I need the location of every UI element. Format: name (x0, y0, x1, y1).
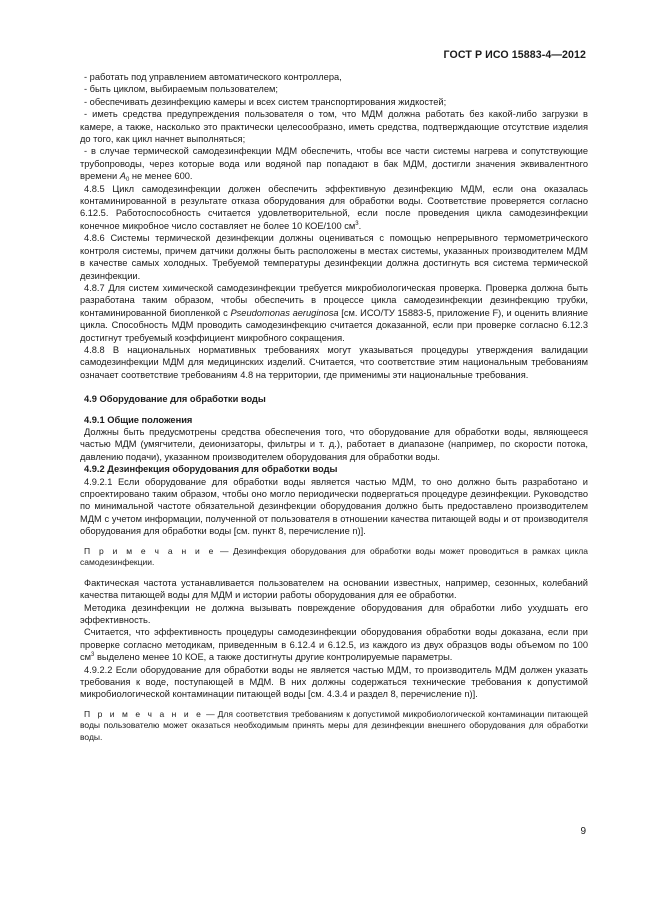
paragraph-4-8-7: 4.8.7 Для систем химической самодезинфекции требуется микробиологическая проверка. Проверка должна быть разработана таким образом, чтобы обеспечить в процессе цикла самодезинфекции дезинфекцию трубки, контаминированной биопленкой с Pseudomonas aeruginosa [см. ИСО/ТУ 15883-5, приложение F), и оценить влияние цикла. Способность МДМ проводить самодезинфекцию считается доказанной, если при проверке согласно 6.12.3 достигнут требуемый коэффициент микробного сокращения. (80, 282, 588, 343)
paragraph-4-9-2-2: 4.9.2.2 Если оборудование для обработки воды не является частью МДМ, то производитель МДМ должен указать требования к воде, поступающей в МДМ. В них должны содержаться технические требования к допустимой микробиологической контаминации питающей воды [см. 4.3.4 и раздел 8, перечисление n)]. (80, 664, 588, 700)
page-header: ГОСТ Р ИСО 15883-4—2012 (443, 49, 586, 61)
note-label: П р и м е ч а н и е (84, 545, 216, 556)
list-item: - иметь средства предупреждения пользователя о том, что МДМ должна работать без какой-либо загрузки в камере, а также, насколько это практически целесообразно, иметь средства, подтверждающие отсутствие изделия до того, как цикл начнет выполняться; (80, 109, 588, 145)
list-item: - быть циклом, выбираемым пользователем; (84, 84, 278, 95)
note-label: П р и м е ч а н и е (84, 708, 203, 719)
paragraph-4-8-8: 4.8.8 В национальных нормативных требованиях могут указываться процедуры утверждения валидации самодезинфекции МДМ для медицинских изделий. Считается, что соответствие этим национальным требованиям означает соответствие требованиям 4.8 на территории, где применимы эти национальные требования. (80, 344, 588, 380)
formula-symbol: A (119, 171, 126, 182)
list-item: - работать под управлением автоматического контроллера, (84, 72, 342, 82)
formula-subscript: 0 (125, 177, 130, 184)
list-item: - в случае термической самодезинфекции МДМ обеспечить, чтобы все части системы нагрева и сопутствующие трубопроводы, через которые вода или водяной пар попадают в бак МДМ, достигли значения эквивалентного времени $A_0$ не менее 600. (80, 146, 588, 184)
superscript: 3 (355, 220, 359, 227)
document-body (80, 71, 588, 744)
paragraph-4-9-1: Должны быть предусмотрены средства обеспечения того, что оборудование для обработки воды, являющееся частью МДМ (умягчители, деионизаторы, фильтры и т. д.), работает в диапазоне (например, по скорости потока, давлению подачи), указанном производителем оборудования для обработки воды. (80, 426, 588, 462)
page-number: 9 (580, 826, 586, 837)
paragraph-4-9-2-1: 4.9.2.1 Если оборудование для обработки воды является частью МДМ, то оно должно быть разработано и спроектировано таким образом, чтобы оно могло периодически подвергаться процедуре дезинфекции. Руководство по минимальной частоте обязательной дезинфекции оборудования должно быть предоставлено производителем МДМ с учетом информации, полученной от пользователя в отношении качества питающей воды и от производителя оборудования для обработки воды [см. пункт 8, перечисление n)]. (80, 476, 588, 537)
paragraph-proven: Считается, что эффективность процедуры самодезинфекции оборудования обработки воды доказана, если при проверке согласно методикам, приведенным в 6.12.4 и 6.12.5, из каждого из двух образцов воды объемом по 100 $см^3$ выделено менее 10 КОЕ, а также достигнуты другие контролируемые параметры. (80, 627, 588, 663)
list-item: - обеспечивать дезинфекцию камеры и всех систем транспортирования жидкостей; (84, 96, 447, 107)
note-1: П р и м е ч а н и е — Дезинфекция оборудования для обработки воды может проводиться в рамках цикла самодезинфекции. (80, 545, 588, 568)
section-heading-4-9: 4.9 Оборудование для обработки воды (84, 394, 266, 405)
subsection-heading-4-9-2: 4.9.2 Дезинфекция оборудования для обработки воды (84, 464, 338, 475)
superscript: 3 (91, 652, 95, 659)
paragraph-4-8-5: 4.8.5 Цикл самодезинфекции должен обеспечить эффективную дезинфекцию МДМ, если она оказалась контаминированной в результате отказа оборудования для обработки воды. Соответствие проверяется согласно 6.12.5. Работоспособность считается удовлетворительной, если после проведения цикла самодезинфекции конечное микробное число составляет не более 10 КОЕ/100 $см^3$. (80, 183, 588, 231)
note-2: П р и м е ч а н и е — Для соответствия требованиям к допустимой микробиологической контаминации питающей воды пользователю может оказаться необходимым принять меры для дезинфекции внешнего оборудования для обработки воды. (80, 708, 588, 743)
paragraph-4-8-6: 4.8.6 Системы термической дезинфекции должны оцениваться с помощью непрерывного термометрического контроля системы, причем датчики должны быть расположены в местах системы, указанных производителем МДМ в качестве самых холодных. Требуемой температуры дезинфекции должна достигнуть вся система термической дезинфекции. (80, 233, 588, 281)
subsection-heading-4-9-1: 4.9.1 Общие положения (84, 414, 193, 425)
paragraph-method: Методика дезинфекции не должна вызывать повреждение оборудования для обработки либо ухудшать его эффективность. (80, 602, 588, 626)
organism-name: Pseudomonas aeruginosa (230, 307, 339, 318)
paragraph-frequency: Фактическая частота устанавливается пользователем на основании известных, например, сезонных, колебаний качества питающей воды для МДМ и истории работы оборудования для ее обработки. (80, 577, 588, 601)
